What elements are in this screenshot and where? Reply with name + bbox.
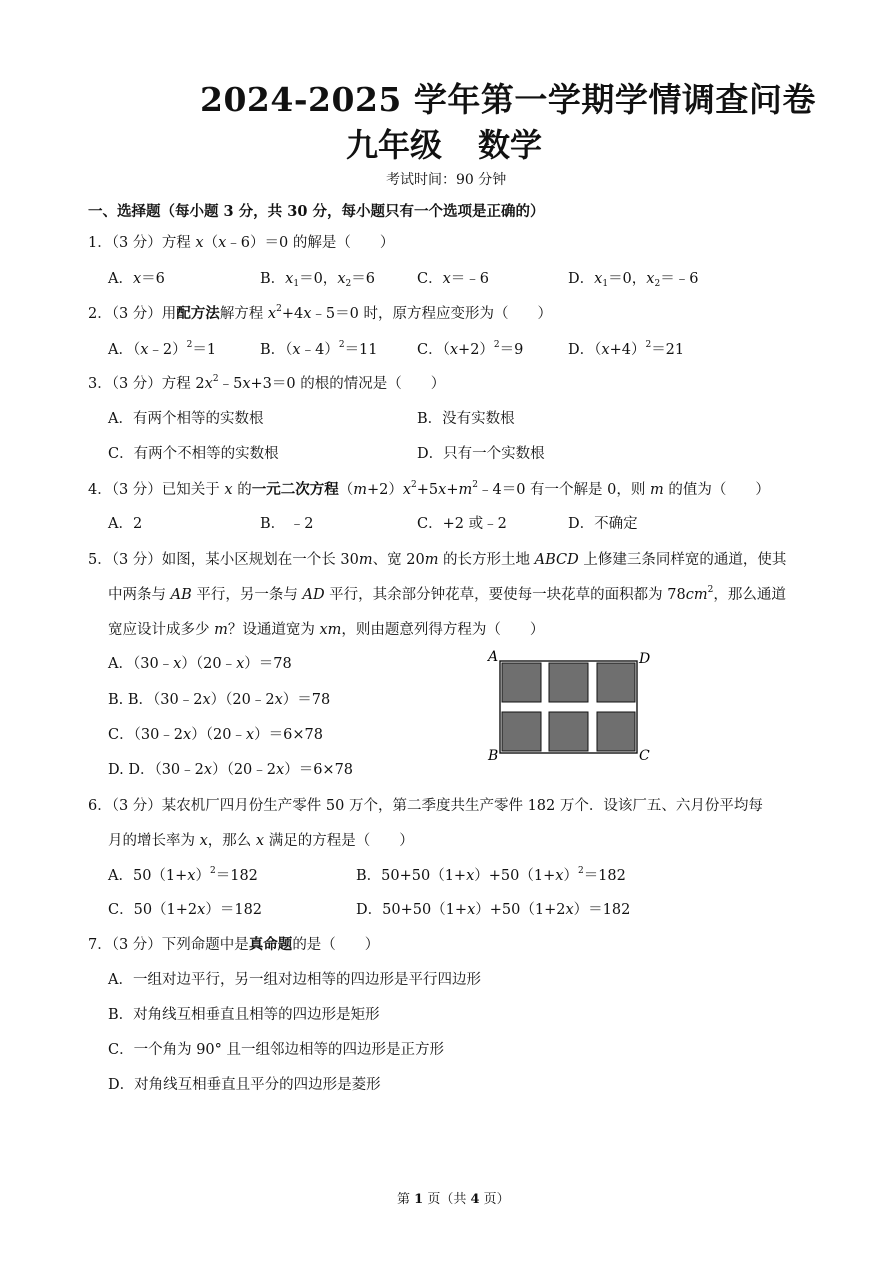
q4-option-a: A．2 xyxy=(108,516,143,532)
q5-option-c: C．（30﹣2x）（20﹣x）＝6×78 xyxy=(108,727,323,743)
q3-option-c: C．有两个不相等的实数根 xyxy=(108,446,279,462)
q6-option-d: D．50+50（1+x）+50（1+2x）＝182 xyxy=(356,902,631,918)
q2-option-a: A．（x﹣2）$^2$＝1 xyxy=(108,340,217,358)
exam-time: 考试时间：90 分钟 xyxy=(386,172,507,188)
q2-option-d: D．$(x+4)^2=21$ xyxy=(568,340,685,358)
q5-option-a: A．（30﹣x）（20﹣x）＝78 xyxy=(108,656,292,672)
grade-subject xyxy=(346,120,542,166)
q1-option-d: D．$x_1=0$，$x_2=﹣6$ xyxy=(568,271,699,289)
plot-bottom-left xyxy=(502,712,541,751)
vertex-b-label: B xyxy=(488,748,499,764)
vertex-d-label: D xyxy=(639,651,651,667)
question-5-line-2: 中两条与 AB 平行，另一条与 AD 平行，其余部分钟花草，要使每一块花草的面积都为 $78cm^2$，那么通道 xyxy=(108,585,786,603)
question-1-stem: 1．（3 分）方程 x（x﹣6）＝0 的解是（ ） xyxy=(88,235,395,251)
page-total: 4 xyxy=(470,1192,480,1207)
q3-option-b: B．没有实数根 xyxy=(417,411,515,427)
q1-option-a: A．x＝6 xyxy=(108,271,165,287)
q6-option-b: B．$50+50(1+x)+50(1+x)^2=182$ xyxy=(356,866,626,884)
page-number: 1 xyxy=(414,1192,424,1207)
page-footer: 第 1 页（共 4 页） xyxy=(397,1192,510,1207)
q7-option-b: B．对角线互相垂直且相等的四边形是矩形 xyxy=(108,1007,380,1023)
q1-option-b: B．$x_1=0$，$x_2=6$ xyxy=(260,271,375,289)
q6-option-a: A．$50(1+x)^2=182$ xyxy=(108,866,258,884)
plot-top-left xyxy=(502,663,541,702)
q2-option-b: B．（x﹣4）$^2$＝11 xyxy=(260,340,378,358)
plot-top-right xyxy=(597,663,635,702)
grade-label: 九年级 xyxy=(346,126,443,164)
exam-title: 2024-2025 学年第一学期学情调查问卷 xyxy=(200,80,816,119)
q3-option-d: D．只有一个实数根 xyxy=(417,446,545,462)
plot-bottom-right xyxy=(597,712,635,751)
question-4-stem: 4．（3 分）已知关于 x 的一元二次方程$(m+2)x^2+5x+m^2﹣4=0$ 有一个解是 0，则 m 的值为（ ） xyxy=(88,480,770,498)
vertex-a-label: A xyxy=(488,649,499,665)
q4-option-d: D．不确定 xyxy=(568,516,638,532)
q2-option-c: C．$(x+2)^2=9$ xyxy=(417,340,524,358)
question-5-line-1: 5．（3 分）如图，某小区规划在一个长 30m、宽 20m 的长方形土地 ABCD 上修建三条同样宽的通道，使其 xyxy=(88,552,787,568)
q1-option-c: C．x＝﹣6 xyxy=(417,271,490,287)
q4-option-b: B． ﹣2 xyxy=(260,516,314,532)
q3-option-a: A．有两个相等的实数根 xyxy=(108,411,264,427)
q7-option-d: D．对角线互相垂直且平分的四边形是菱形 xyxy=(108,1077,381,1093)
q5-figure xyxy=(484,648,656,766)
subject-label: 数学 xyxy=(478,126,543,164)
question-6-line-2: 月的增长率为 x，那么 x 满足的方程是（ ） xyxy=(108,833,414,849)
q4-option-c: C．+2 或﹣2 xyxy=(417,516,507,532)
q5-option-b: B. B．（30﹣2x）（20﹣2x）＝78 xyxy=(108,692,331,708)
q5-option-d: D. D．（30﹣2x）（20﹣2x）＝6×78 xyxy=(108,762,354,778)
section-title: 一、选择题（每小题 3 分，共 30 分，每小题只有一个选项是正确的） xyxy=(88,203,545,220)
plot-top-middle xyxy=(549,663,588,702)
q7-option-c: C．一个角为 90° 且一组邻边相等的四边形是正方形 xyxy=(108,1042,445,1058)
q6-option-c: C．50（1+2x）＝182 xyxy=(108,902,263,918)
plot-bottom-middle xyxy=(549,712,588,751)
q7-option-a: A．一组对边平行，另一组对边相等的四边形是平行四边形 xyxy=(108,972,481,988)
question-7-stem: 7．（3 分）下列命题中是真命题的是（ ） xyxy=(88,936,380,953)
question-2-stem: 2．（3 分）用配方法解方程 $x^2+4x﹣5=0$ 时，原方程应变形为（ ） xyxy=(88,304,552,322)
question-6-line-1: 6．（3 分）某农机厂四月份生产零件 50 万个，第二季度共生产零件 182 万个．设该厂五、六月份平均每 xyxy=(88,798,763,814)
question-3-stem: 3．（3 分）方程 $2x^2﹣5x+3=0$ 的根的情况是（ ） xyxy=(88,374,446,392)
question-5-line-3: 宽应设计成多少 m？设通道宽为 xm，则由题意列得方程为（ ） xyxy=(108,622,545,638)
vertex-c-label: C xyxy=(639,748,650,764)
